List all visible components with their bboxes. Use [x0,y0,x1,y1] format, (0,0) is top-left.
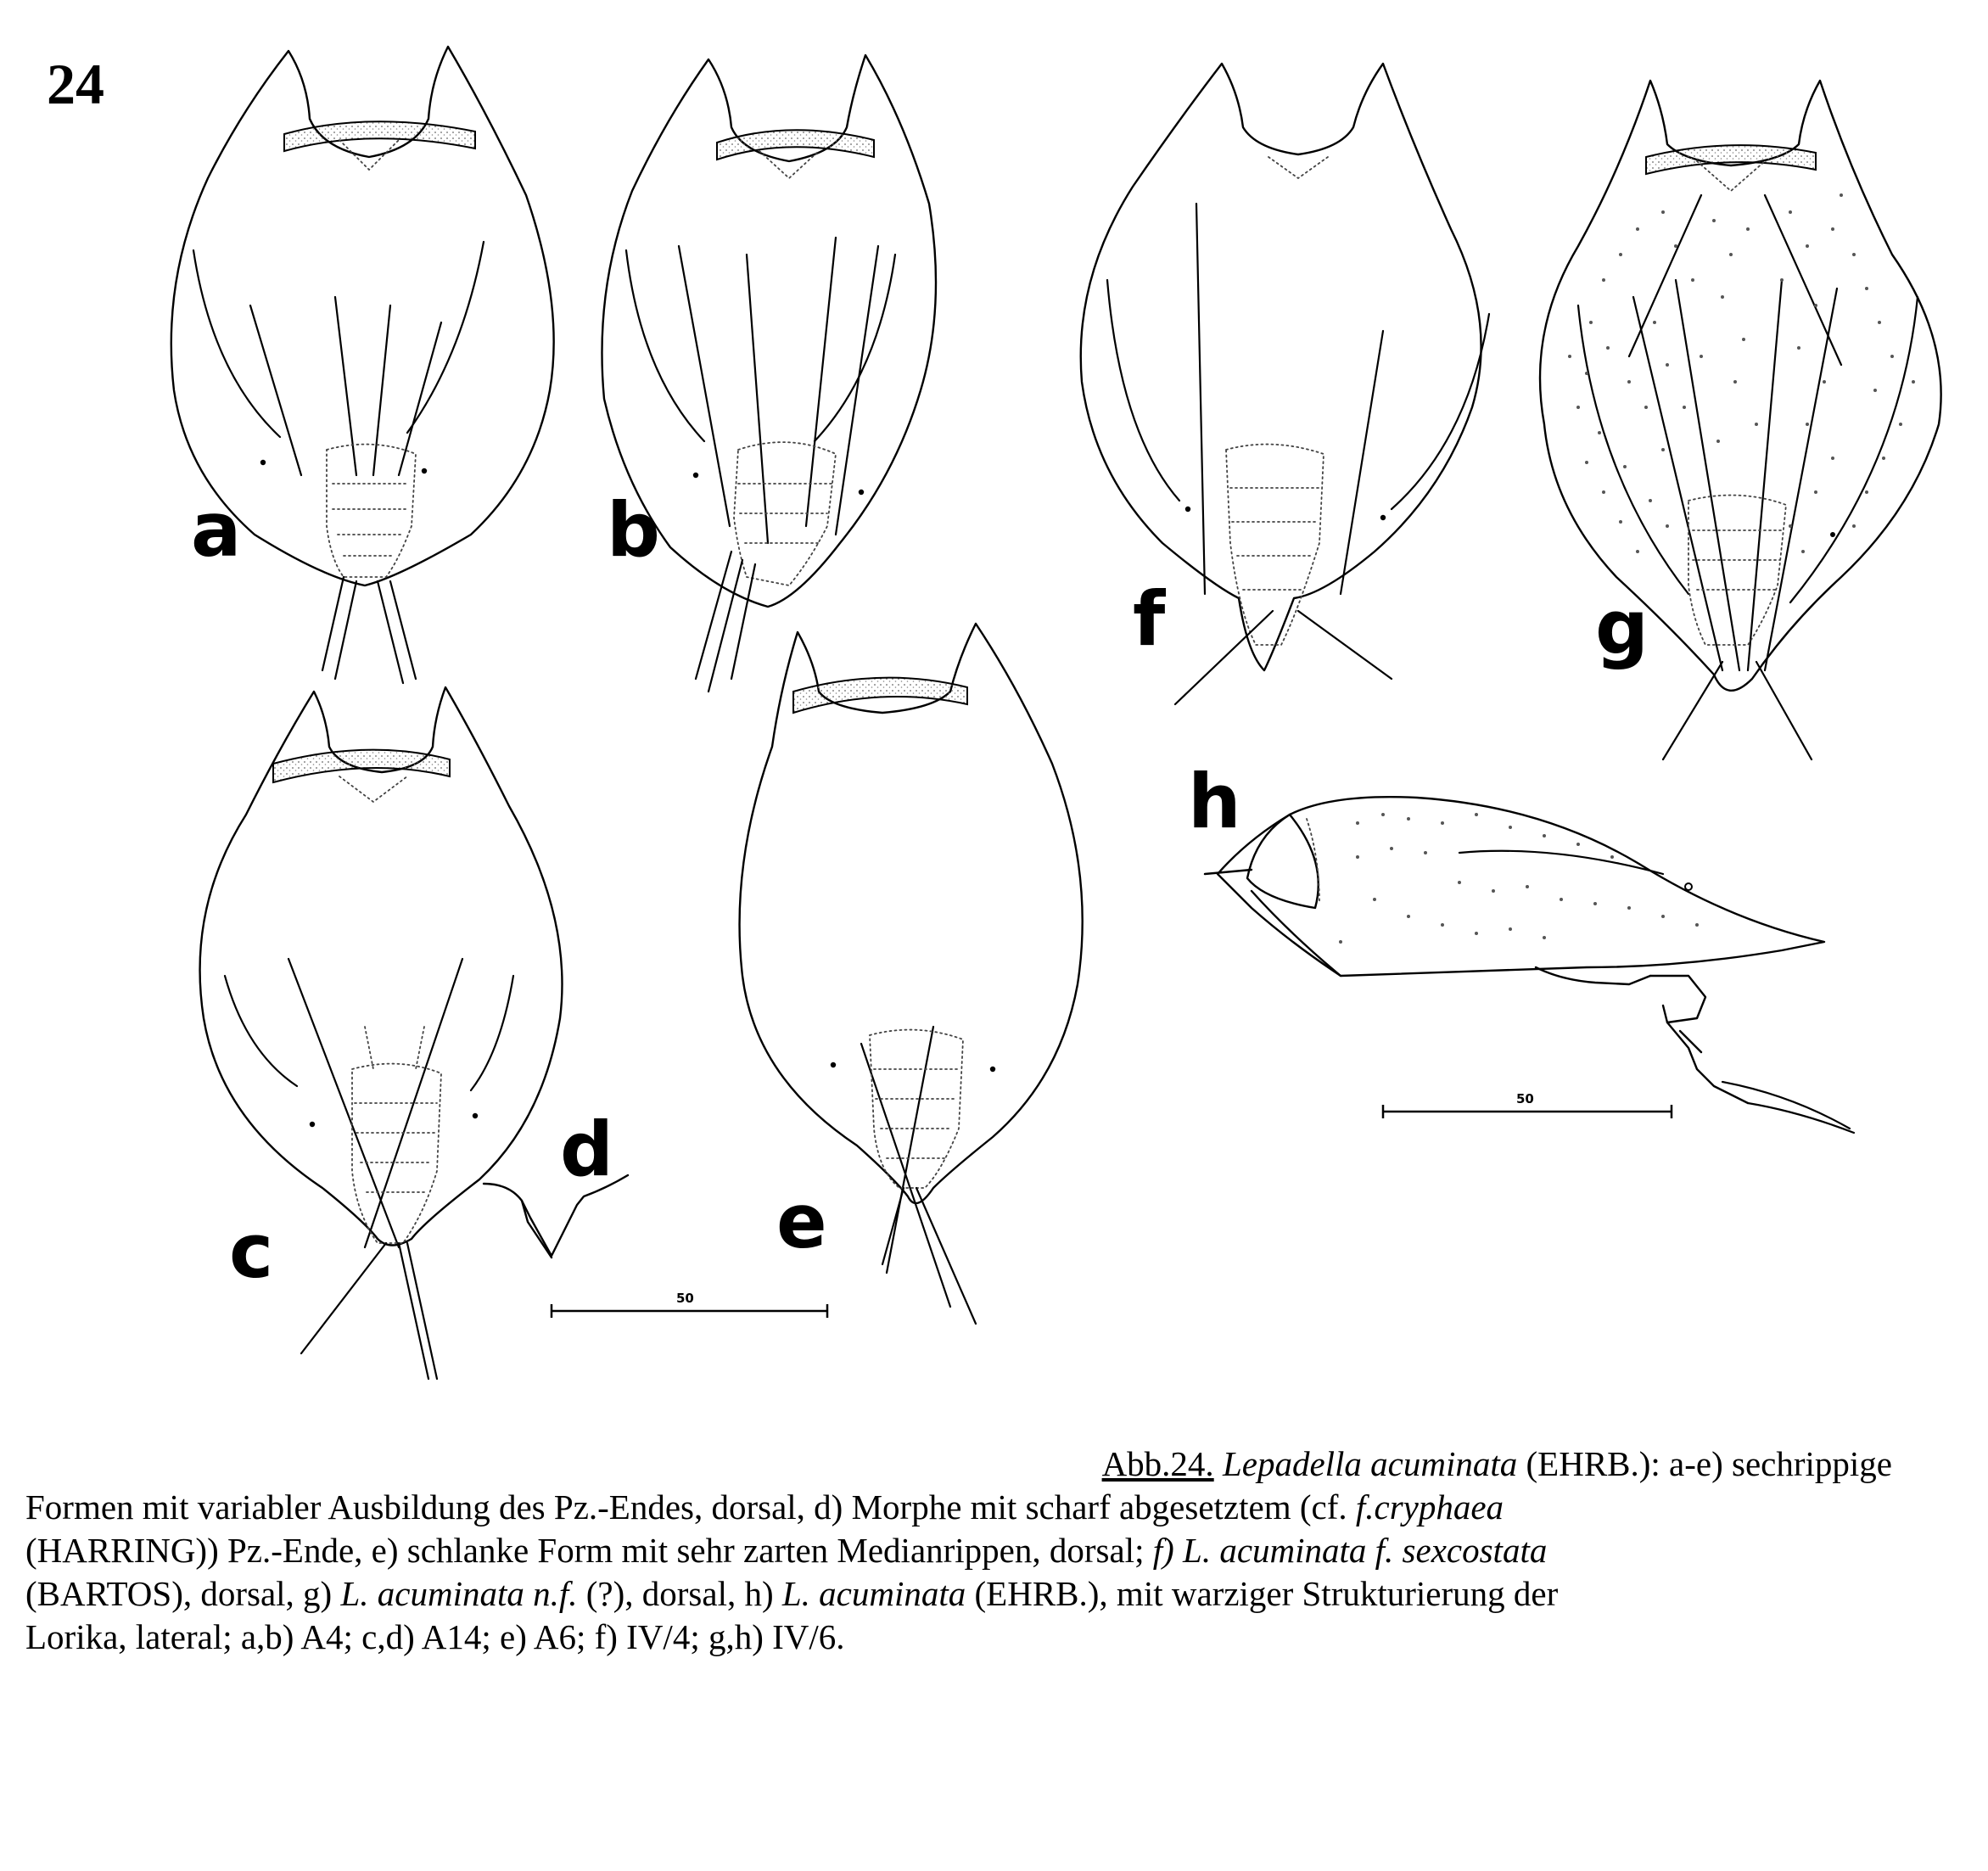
caption-line-2 [25,1486,1892,1529]
caption-line-4-text-a: (BARTOS), dorsal, g) [25,1574,341,1613]
caption-line-5: Lorika, lateral; a,b) A4; c,d) A14; e) A6; f) IV/4; g,h) IV/6. [25,1617,845,1656]
caption-species: Lepadella acuminata [1222,1444,1518,1483]
caption-line-4-italic-b: L. acuminata [781,1574,966,1613]
caption-line-1 [25,1442,1892,1486]
specimen-h [1205,797,1854,1133]
panel-label-e: e [776,1178,827,1265]
caption-line-3 [25,1529,1892,1572]
scale-bar-left-label: 50 [676,1291,694,1306]
caption-line-4-italic-a: L. acuminata n.f. [340,1574,578,1613]
caption-line-1-rest: (EHRB.): a-e) sechrippige [1517,1444,1892,1483]
panel-label-c: c [229,1207,274,1295]
caption-line-4-text-b: (?), dorsal, h) [577,1574,782,1613]
panel-label-f: f [1133,575,1166,663]
figure-caption [25,1442,1892,1659]
specimen-b [602,55,936,692]
panel-label-g: g [1595,584,1649,671]
panel-label-d: d [560,1106,613,1193]
panel-label-b: b [607,486,660,574]
caption-line-4 [25,1572,1892,1616]
scale-bar-right [1383,1091,1672,1118]
caption-line-3-text: (HARRING)) Pz.-Ende, e) schlanke Form mit sehr zarten Medianrippen, dorsal; [25,1531,1153,1570]
panel-label-a: a [191,486,242,574]
scale-bar-left [552,1291,827,1318]
caption-line-2-italic: f.cryphaea [1355,1487,1504,1526]
scale-bar-right-label: 50 [1516,1091,1534,1106]
caption-line-3-italic: f) L. acuminata f. sexcostata [1152,1531,1548,1570]
specimen-a [171,47,554,683]
caption-line-4-text-c: (EHRB.), mit warziger Strukturierung der [966,1574,1559,1613]
caption-abb: Abb.24. [1101,1444,1214,1483]
panel-label-h: h [1188,758,1241,845]
figure-number: 24 [47,52,104,116]
caption-line-2-text: Formen mit variabler Ausbildung des Pz.-Endes, dorsal, d) Morphe mit scharf abgesetztem (cf. [25,1487,1356,1526]
